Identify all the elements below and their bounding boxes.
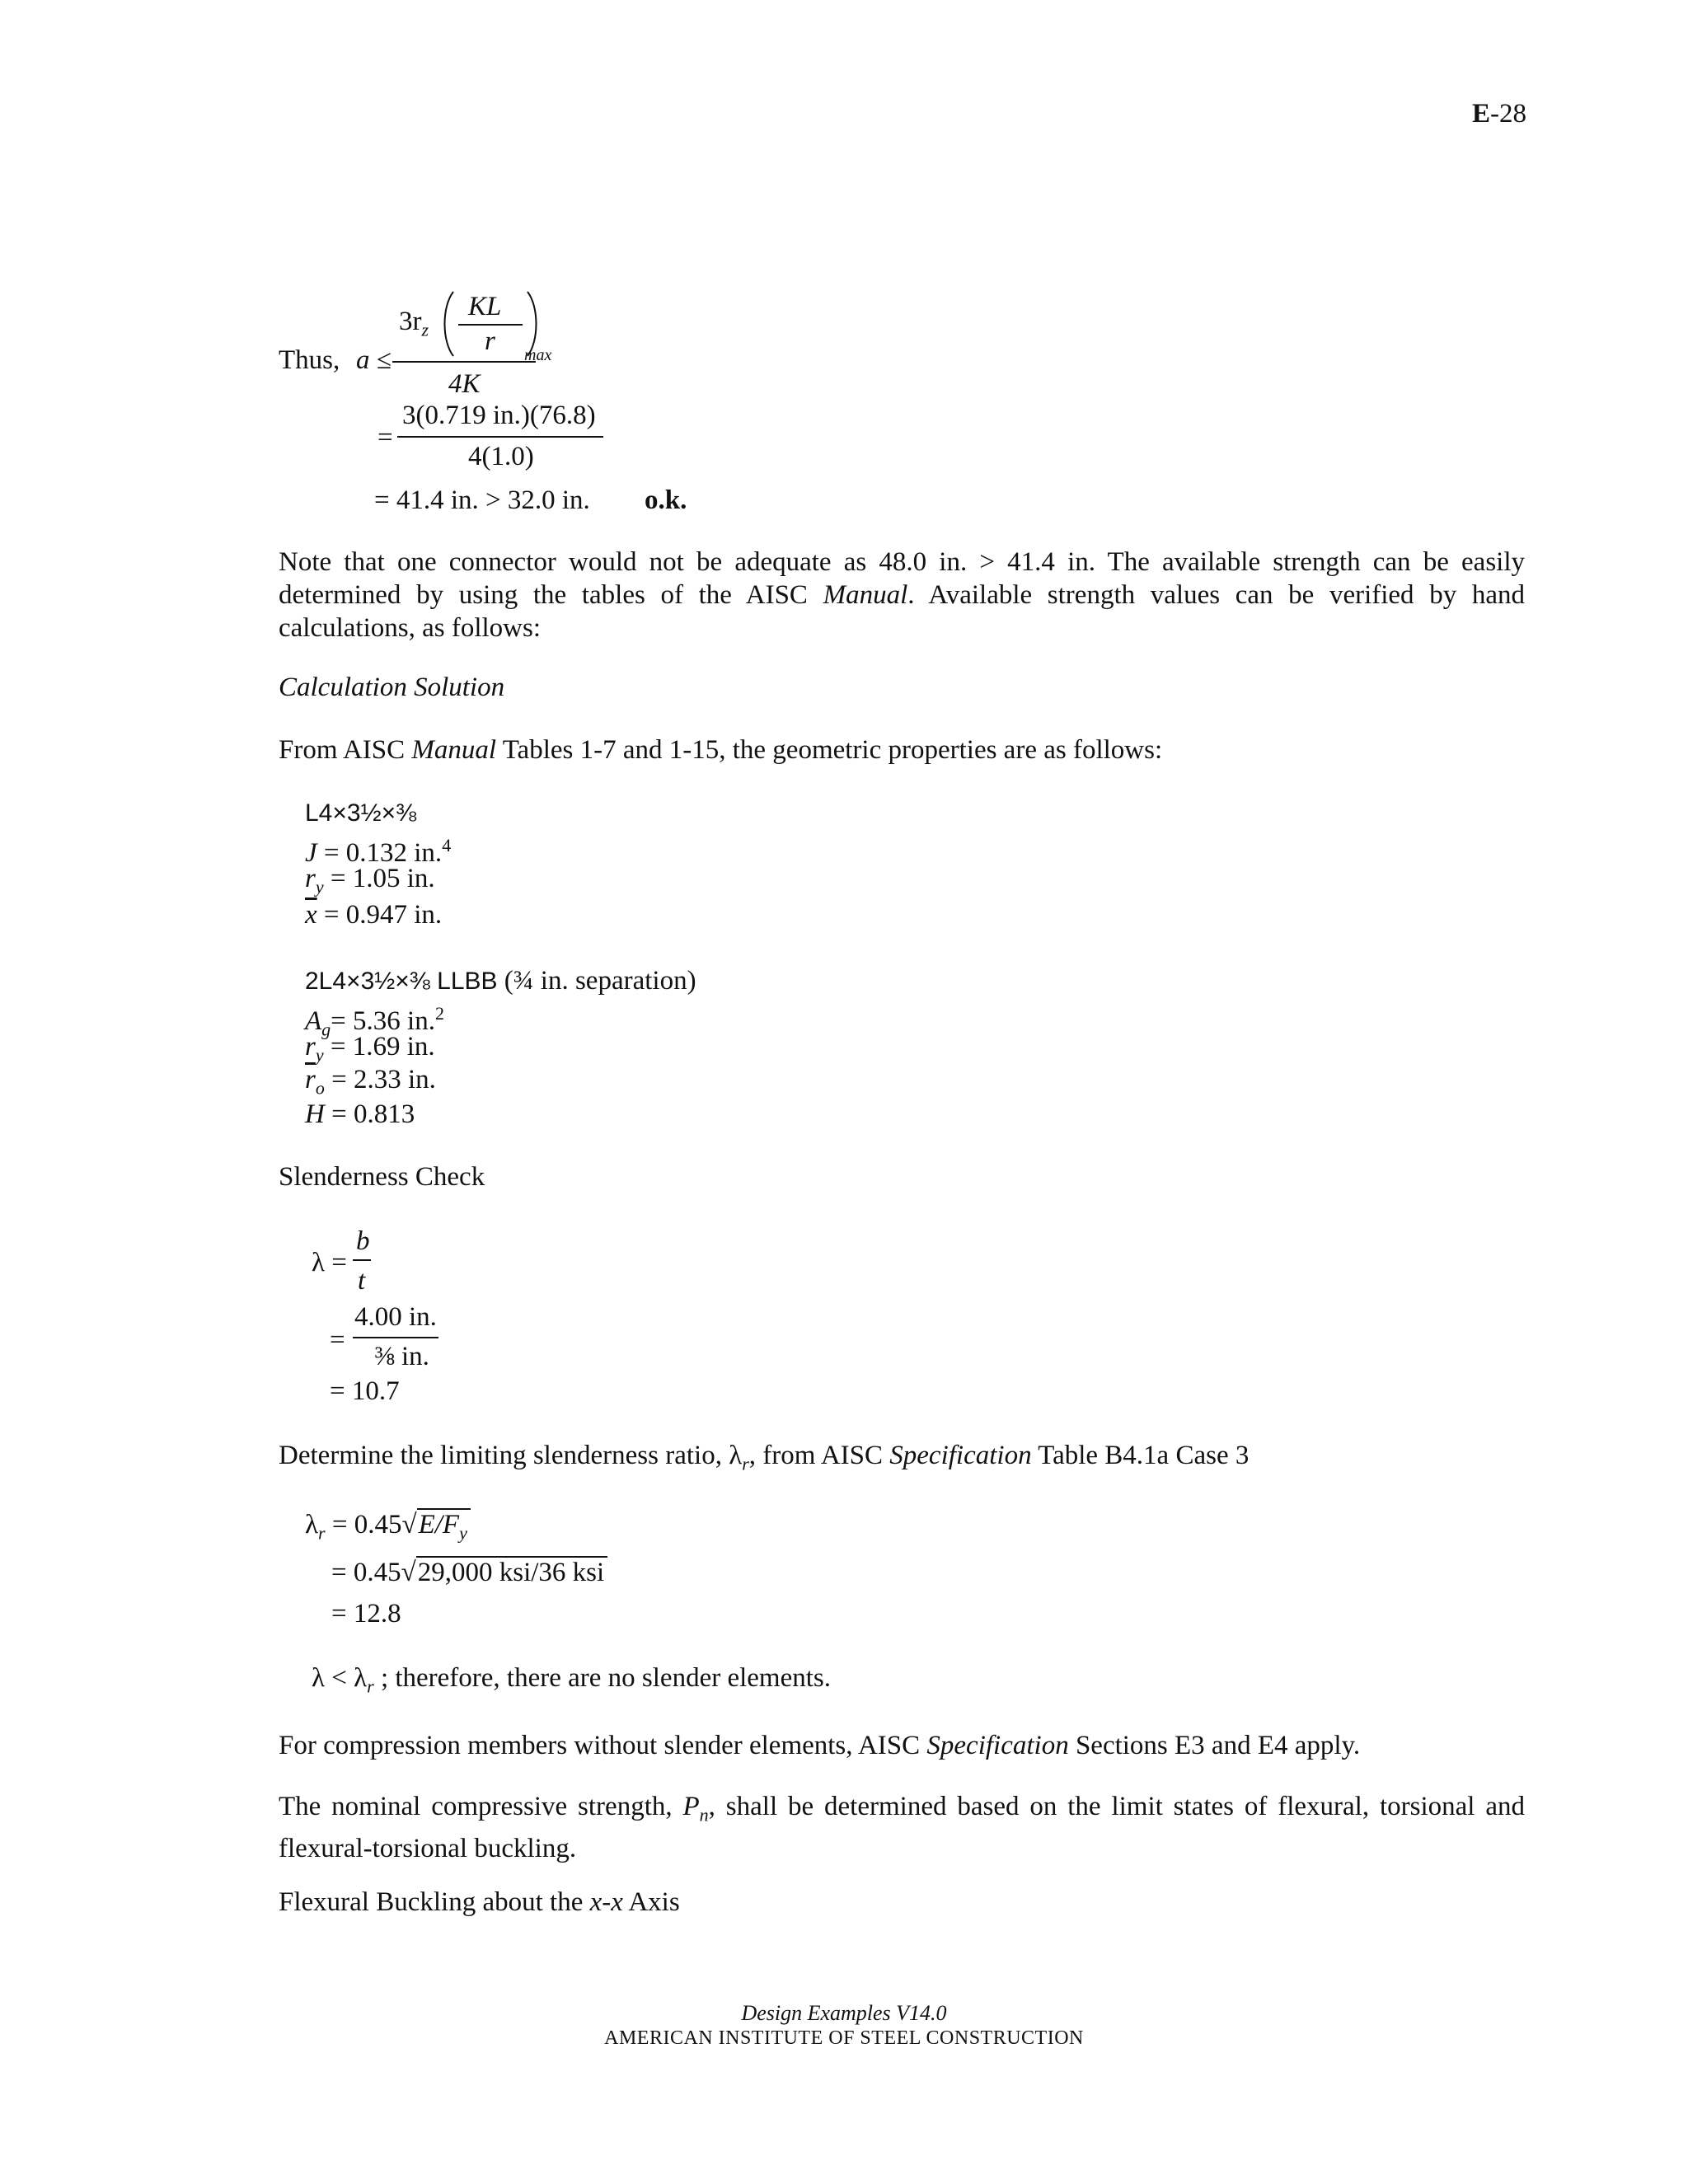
eq-a-step2-denominator: 4(1.0) — [468, 442, 534, 471]
ry-val: = 1.05 in. — [323, 864, 435, 893]
radicand-1 — [417, 1508, 471, 1544]
lambda-num: b — [356, 1226, 370, 1256]
flexural-axis: x-x — [589, 1887, 623, 1917]
H-var: H — [305, 1099, 325, 1129]
Ag-exp: 2 — [434, 1003, 444, 1024]
ry2-var: r — [305, 1032, 316, 1062]
double-angle-separation: (¾ in. separation) — [497, 966, 696, 996]
page-number-prefix: E — [1471, 99, 1490, 129]
compare-post: ; therefore, there are no slender elements. — [373, 1663, 832, 1693]
eq-a-step2-numerator: 3(0.719 in.)(76.8) — [402, 401, 596, 430]
lambda-num2: 4.00 in. — [354, 1302, 437, 1332]
radicand-1-sub: y — [459, 1522, 467, 1544]
ok-check: o.k. — [645, 485, 687, 515]
lambda-r-line2-pre: = 0.45 — [331, 1558, 401, 1587]
kl-text: KL — [468, 292, 502, 321]
note-text-2: . Available strength values can be verified by hand calculations, as follows: — [279, 580, 1525, 643]
note-paragraph — [279, 546, 1525, 644]
ry2-sub: y — [315, 1044, 324, 1066]
slenderness-heading: Slenderness Check — [279, 1162, 485, 1192]
nominal-text-1: The nominal compressive strength, — [279, 1792, 683, 1821]
page-number-value: -28 — [1490, 99, 1526, 129]
lambda-r-lhs-sub: r — [318, 1522, 326, 1544]
lambda-r-coef: = 0.45 — [325, 1510, 402, 1540]
thus-label: Thus, — [279, 345, 340, 375]
eq-a-denominator: 4K — [448, 369, 481, 399]
num-coef-sub: z — [421, 319, 429, 340]
Ag-var: A — [305, 1006, 322, 1036]
page-number — [1472, 97, 1526, 130]
lambda-den: t — [358, 1266, 366, 1296]
from-aisc-manual: Manual — [411, 735, 497, 765]
nominal-sub: n — [699, 1804, 709, 1825]
from-aisc-text-2: Tables 1-7 and 1-15, the geometric properties are as follows: — [496, 735, 1163, 765]
compare-sentence — [312, 1661, 831, 1704]
eq-a-step2-equals: = — [377, 423, 393, 452]
limiting-text-3: Table B4.1a Case 3 — [1031, 1441, 1250, 1470]
limiting-sub: r — [742, 1453, 749, 1474]
eq-a-fraction-bar — [392, 361, 536, 363]
H-val: = 0.813 — [324, 1099, 415, 1129]
radicand-2: 29,000 ksi/36 ksi — [416, 1556, 607, 1587]
note-manual: Manual — [823, 580, 908, 610]
compression-text-2: Sections E3 and E4 apply. — [1068, 1731, 1361, 1760]
compare-sub: r — [367, 1675, 374, 1697]
lambda-r-lhs: λ — [305, 1510, 319, 1540]
num-coef-text: 3r — [399, 307, 422, 336]
r-text: r — [485, 326, 495, 356]
radical-sign-1: √ — [401, 1510, 417, 1540]
xbar-var: $\overline{x}$ — [305, 900, 317, 930]
compression-sentence — [279, 1729, 1360, 1762]
ro-var: $\overline{r}$ — [305, 1065, 316, 1094]
from-aisc-sentence — [279, 733, 1162, 766]
lambda-r-line3: = 12.8 — [331, 1599, 401, 1629]
double-angle-title — [305, 964, 696, 998]
flexural-text-2: Axis — [622, 1887, 680, 1917]
J-exp: 4 — [442, 835, 452, 855]
lambda-den2: ⅜ in. — [374, 1342, 429, 1371]
nominal-var: P — [682, 1792, 700, 1821]
radicand-1-text: E/F — [418, 1510, 460, 1540]
J-var: J — [305, 838, 317, 868]
single-angle-title: L4×3½×⅜ — [305, 799, 417, 827]
flexural-heading — [279, 1886, 680, 1919]
lambda-bar — [353, 1259, 371, 1261]
limiting-spec: Specification — [889, 1441, 1032, 1470]
ro-sub: o — [315, 1077, 325, 1099]
lambda-bar2 — [353, 1337, 438, 1338]
footer-line2: AMERICAN INSTITUTE OF STEEL CONSTRUCTION — [604, 2027, 1084, 2049]
compression-spec: Specification — [926, 1731, 1069, 1760]
limiting-text-2: , from AISC — [748, 1441, 890, 1470]
J-val: = 0.132 in. — [316, 838, 443, 868]
lambda-eq2: = — [330, 1325, 345, 1355]
note-text-1: Note that one connector would not be adequate as 48.0 in. > 41.4 in. The available strength can be easily determined by using the tables of the AISC — [279, 547, 1525, 610]
compression-text-1: For compression members without slender elements, AISC — [279, 1731, 927, 1760]
limiting-text-1: Determine the limiting slenderness ratio, λ — [279, 1441, 743, 1470]
prop-H — [305, 1098, 415, 1131]
lambda-lhs: λ = — [312, 1248, 347, 1277]
prop-ry-single — [305, 862, 435, 904]
prop-xbar — [305, 898, 442, 931]
xbar-val: = 0.947 in. — [316, 900, 443, 930]
radical-sign-2: √ — [401, 1558, 416, 1587]
max-sub: max — [524, 346, 552, 364]
ry-sub: y — [315, 876, 324, 898]
eq-a-step2-bar — [397, 436, 603, 438]
from-aisc-text-1: From AISC — [279, 735, 412, 765]
nominal-text-2: , shall be determined based on the limit states of flexural, torsional and flexural-torsional buckling. — [279, 1792, 1525, 1863]
ro-val: = 2.33 in. — [324, 1065, 436, 1094]
num-coef — [399, 305, 429, 347]
nominal-paragraph — [279, 1790, 1525, 1865]
eq-a-result: = 41.4 in. > 32.0 in. — [374, 485, 590, 515]
a-lhs: a ≤ — [356, 345, 392, 375]
Ag-sub: g — [321, 1019, 331, 1040]
limiting-sentence — [279, 1439, 1249, 1481]
lambda-result: = 10.7 — [330, 1376, 400, 1406]
ry2-val: = 1.69 in. — [323, 1032, 435, 1062]
double-angle-designation: 2L4×3½×⅜ LLBB — [305, 968, 498, 995]
lambda-r-line2 — [331, 1556, 607, 1589]
calculation-solution-heading: Calculation Solution — [279, 673, 505, 702]
flexural-text-1: Flexural Buckling about the — [279, 1887, 590, 1917]
compare-pre: λ < λ — [312, 1663, 368, 1693]
lambda-r-line1 — [305, 1508, 471, 1550]
footer-line1: Design Examples V14.0 — [741, 2001, 947, 2025]
eq-a-numerator — [399, 287, 552, 364]
Ag-val: = 5.36 in. — [331, 1006, 435, 1036]
ry-var: r — [305, 864, 316, 893]
